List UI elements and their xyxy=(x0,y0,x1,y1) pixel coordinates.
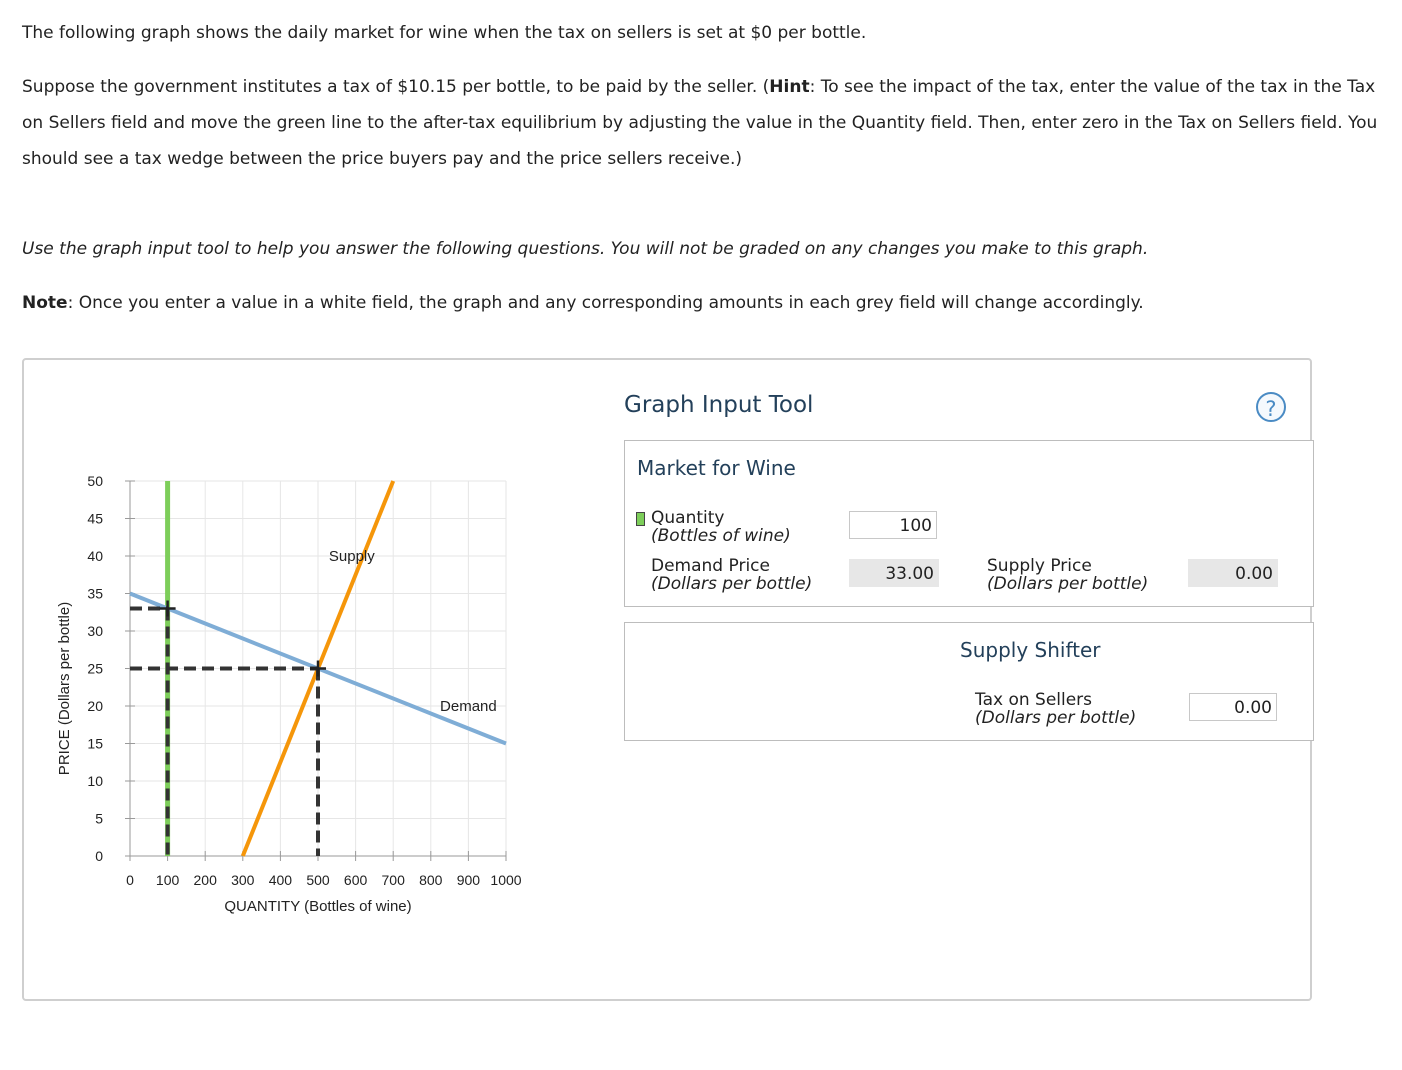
intro-paragraph-2-start: Suppose the government institutes a tax of $10.15 per bottle, to be paid by the seller. ( xyxy=(22,77,770,97)
supply-price-label xyxy=(987,557,1148,593)
x-tick-label: 200 xyxy=(193,872,217,888)
x-tick-label: 100 xyxy=(155,872,180,888)
demand-price-label-sub: (Dollars per bottle) xyxy=(651,574,813,594)
x-tick-label: 700 xyxy=(381,872,405,888)
tax-on-sellers-label-text: Tax on Sellers xyxy=(975,690,1093,710)
tax-on-sellers-label-sub: (Dollars per bottle) xyxy=(975,708,1137,728)
market-title: Market for Wine xyxy=(637,456,796,480)
note-paragraph xyxy=(22,285,1392,321)
y-tick-label: 50 xyxy=(87,473,103,489)
y-tick-label: 5 xyxy=(95,810,103,827)
demand-price-field: 33.00 xyxy=(849,559,939,587)
x-tick-label: 500 xyxy=(306,872,330,888)
supply-price-label-sub: (Dollars per bottle) xyxy=(987,574,1149,594)
y-tick-label: 25 xyxy=(87,660,103,677)
tax-on-sellers-label xyxy=(975,691,1136,727)
intro-paragraph-2-end: : To see the impact of the tax, enter the value of the tax in the Tax on Sellers field and move the green line to the after-tax equilibrium by adjusting the value in the Quantity field. Then, enter zero in the Tax on Sellers field. You should see a tax wedge between the price buyers pay and the price sellers receive.) xyxy=(22,77,1378,169)
y-tick-label: 10 xyxy=(87,773,103,789)
y-tick-label: 35 xyxy=(87,585,103,602)
demand-price-label-text: Demand Price xyxy=(651,556,770,576)
question-mark-icon[interactable]: ? xyxy=(1256,392,1286,422)
quantity-label-text: Quantity xyxy=(651,508,725,528)
quantity-label xyxy=(651,509,791,545)
note-label: Note xyxy=(22,293,68,313)
y-tick-label: 45 xyxy=(87,510,103,527)
demand-label: Demand xyxy=(440,698,497,715)
x-tick-label: 300 xyxy=(231,872,255,888)
quantity-input[interactable]: 100 xyxy=(849,511,937,539)
y-tick-label: 30 xyxy=(87,623,103,639)
y-axis-title: PRICE (Dollars per bottle) xyxy=(56,601,73,776)
x-tick-label: 400 xyxy=(268,872,293,888)
supply-price-field: 0.00 xyxy=(1188,559,1278,587)
x-tick-label: 900 xyxy=(456,872,481,888)
tax-on-sellers-input[interactable]: 0.00 xyxy=(1189,693,1277,721)
x-axis-title: QUANTITY (Bottles of wine) xyxy=(224,898,412,915)
graph-input-tool-title: Graph Input Tool xyxy=(624,392,814,418)
y-tick-label: 40 xyxy=(87,548,103,564)
y-tick-label: 15 xyxy=(87,735,103,752)
supply-label: Supply xyxy=(328,548,375,565)
y-tick-label: 0 xyxy=(95,848,103,864)
x-tick-label: 0 xyxy=(126,872,134,888)
market-graph[interactable] xyxy=(30,462,550,932)
x-tick-label: 800 xyxy=(419,872,443,888)
instructions-paragraph: Use the graph input tool to help you answer the following questions. You will not be graded on any changes you make to this graph. xyxy=(22,239,1149,259)
x-tick-label: 600 xyxy=(343,872,368,888)
x-tick-label: 1000 xyxy=(490,872,522,888)
y-tick-label: 20 xyxy=(87,698,103,714)
quantity-label-sub: (Bottles of wine) xyxy=(651,526,791,546)
green-swatch-icon xyxy=(636,512,645,526)
intro-paragraph-2 xyxy=(22,69,1392,177)
supply-price-label-text: Supply Price xyxy=(987,556,1092,576)
demand-price-label xyxy=(651,557,812,593)
intro-paragraph-1: The following graph shows the daily market for wine when the tax on sellers is set at $0 per bottle. xyxy=(22,23,867,43)
note-text: : Once you enter a value in a white field, the graph and any corresponding amounts in each grey field will change accordingly. xyxy=(67,293,1144,313)
supply-shifter-title: Supply Shifter xyxy=(960,638,1101,662)
hint-label: Hint xyxy=(769,77,810,97)
